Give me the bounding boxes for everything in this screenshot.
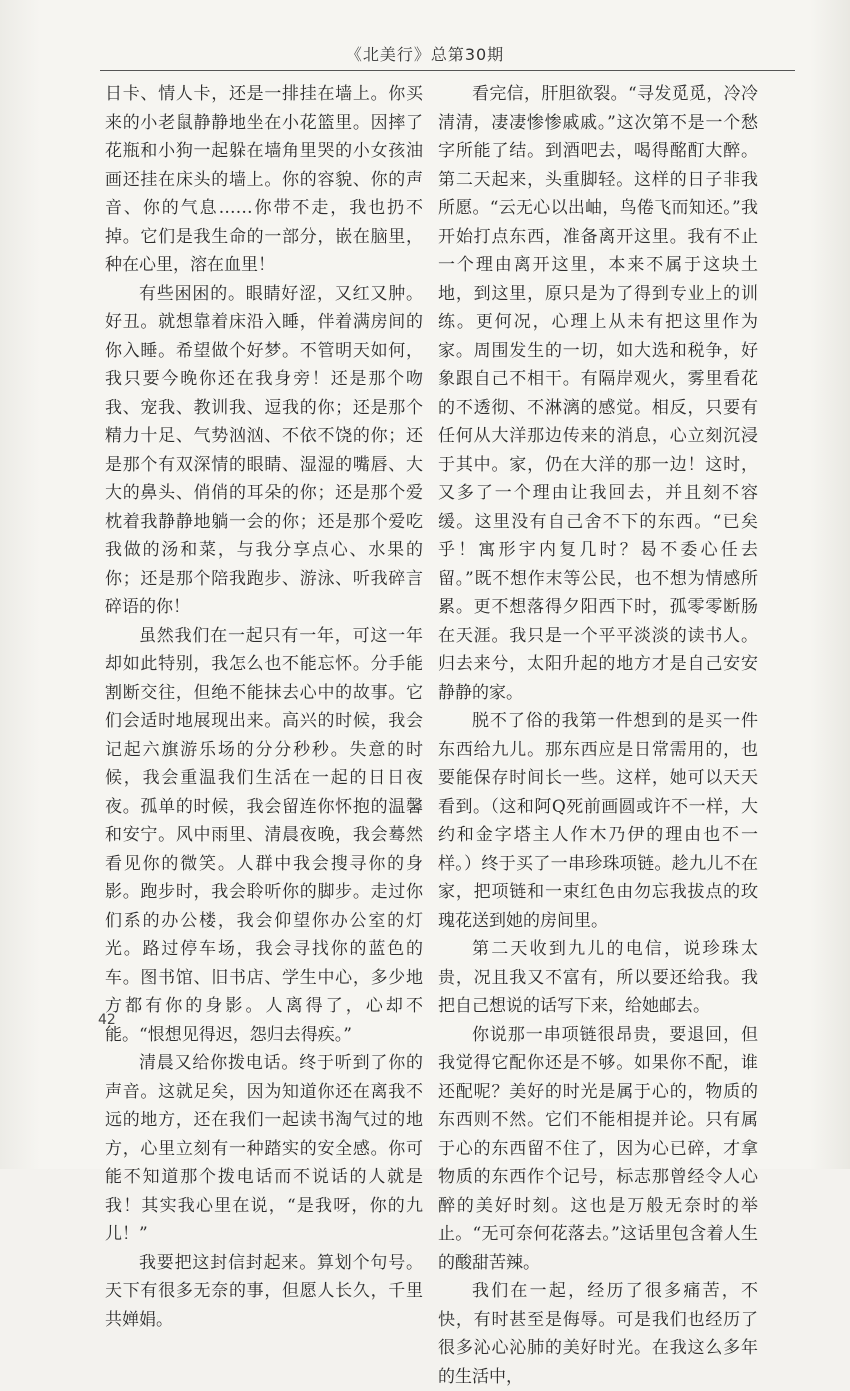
page-number: 42 <box>98 1012 116 1028</box>
header-rule <box>100 70 795 71</box>
paragraph: 日卡、情人卡，还是一排挂在墙上。你买来的小老鼠静静地坐在小花篮里。因摔了花瓶和小狗一起躲在墙角里哭的小女孩油画还挂在床头的墙上。你的容貌、你的声音、你的气息……你带不走，我也扔不掉。它们是我生命的一部分，嵌在脑里，种在心里，溶在血里！ <box>105 84 423 275</box>
paragraph: 我们在一起，经历了很多痛苦，不快，有时甚至是侮辱。可是我们也经历了很多沁心沁肺的美好时光。在我这么多年的生活中， <box>438 1281 758 1387</box>
running-header: 《北美行》总第30期 <box>345 45 505 64</box>
paragraph: 有些困困的。眼睛好涩，又红又肿。好丑。就想靠着床沿入睡，伴着满房间的你入睡。希望做个好梦。不管明天如何，我只要今晚你还在我身旁！还是那个吻我、宠我、教训我、逗我的你；还是那个精力十足、气势汹汹、不依不饶的你；还是那个有双深情的眼睛、湿湿的嘴唇、大大的鼻头、俏俏的耳朵的你；还是那个爱枕着我静静地躺一会的你；还是那个爱吃我做的汤和菜，与我分享点心、水果的你；还是那个陪我跑步、游泳、听我碎言碎语的你！ <box>105 283 423 617</box>
paragraph: 脱不了俗的我第一件想到的是买一件东西给九儿。那东西应是日常需用的，也要能保存时间长一些。这样，她可以天天看到。（这和阿Q死前画圆或许不一样，大约和金字塔主人作木乃伊的理由也不一样。）终于买了一串珍珠项链。趁九儿不在家，把项链和一束红色由勿忘我拔点的玫瑰花送到她的房间里。 <box>438 711 758 931</box>
paragraph: 你说那一串项链很昂贵，要退回，但我觉得它配你还是不够。如果你不配，谁还配呢？美好的时光是属于心的，物质的东西则不然。它们不能相提并论。只有属于心的东西留不住了，因为心已碎，才拿物质的东西作个记号，标志那曾经令人心醉的美好时刻。这也是万般无奈时的举止。“无可奈何花落去。”这话里包含着人生的酸甜苦辣。 <box>438 1024 758 1273</box>
left-column <box>105 80 423 1334</box>
paragraph: 第二天收到九儿的电信，说珍珠太贵，况且我又不富有，所以要还给我。我把自己想说的话写下来，给她邮去。 <box>438 939 758 1016</box>
paragraph: 清晨又给你拨电话。终于听到了你的声音。这就足矣，因为知道你还在离我不远的地方，还在我们一起读书淘气过的地方，心里立刻有一种踏实的安全感。你可能不知道那个拨电话而不说话的人就是我！其实我心里在说，“是我呀，你的九儿！” <box>105 1053 423 1244</box>
paragraph: 看完信，肝胆欲裂。“寻发觅觅，冷冷清清，凄凄惨惨戚戚。”这次第不是一个愁字所能了结。到酒吧去，喝得酩酊大醉。第二天起来，头重脚轻。这样的日子非我所愿。“云无心以出岫，鸟倦飞而知还。”我开始打点东西，准备离开这里。我有不止一个理由离开这里，本来不属于这块土地，到这里，原只是为了得到专业上的训练。更何况，心理上从未有把这里作为家。周围发生的一切，如大选和税争，好象跟自己不相干。有隔岸观火，雾里看花的不透彻、不淋漓的感觉。相反，只要有任何从大洋那边传来的消息，心立刻沉浸于其中。家，仍在大洋的那一边！这时，又多了一个理由让我回去，并且刻不容缓。这里没有自己舍不下的东西。“已矣乎！寓形宇内复几时？曷不委心任去留。”既不想作末等公民，也不想为情感所累。更不想落得夕阳西下时，孤零零断肠在天涯。我只是一个平平淡淡的读书人。归去来兮，太阳升起的地方才是自己安安静静的家。 <box>438 84 758 703</box>
paragraph: 我要把这封信封起来。算划个句号。天下有很多无奈的事，但愿人长久，千里共婵娟。 <box>105 1252 423 1330</box>
right-column <box>438 80 758 1391</box>
paragraph: 虽然我们在一起只有一年，可这一年却如此特别，我怎么也不能忘怀。分手能割断交往，但绝不能抹去心中的故事。它们会适时地展现出来。高兴的时候，我会记起六旗游乐场的分分秒秒。失意的时候，我会重温我们生活在一起的日日夜夜。孤单的时候，我会留连你怀抱的温馨和安宁。风中雨里、清晨夜晚，我会蓦然看见你的微笑。人群中我会搜寻你的身影。跑步时，我会聆听你的脚步。走过你们系的办公楼，我会仰望你办公室的灯光。路过停车场，我会寻找你的蓝色的车。图书馆、旧书店、学生中心，多少地方都有你的身影。人离得了，心却不能。“恨想见得迟，怨归去得疾。” <box>105 625 423 1045</box>
